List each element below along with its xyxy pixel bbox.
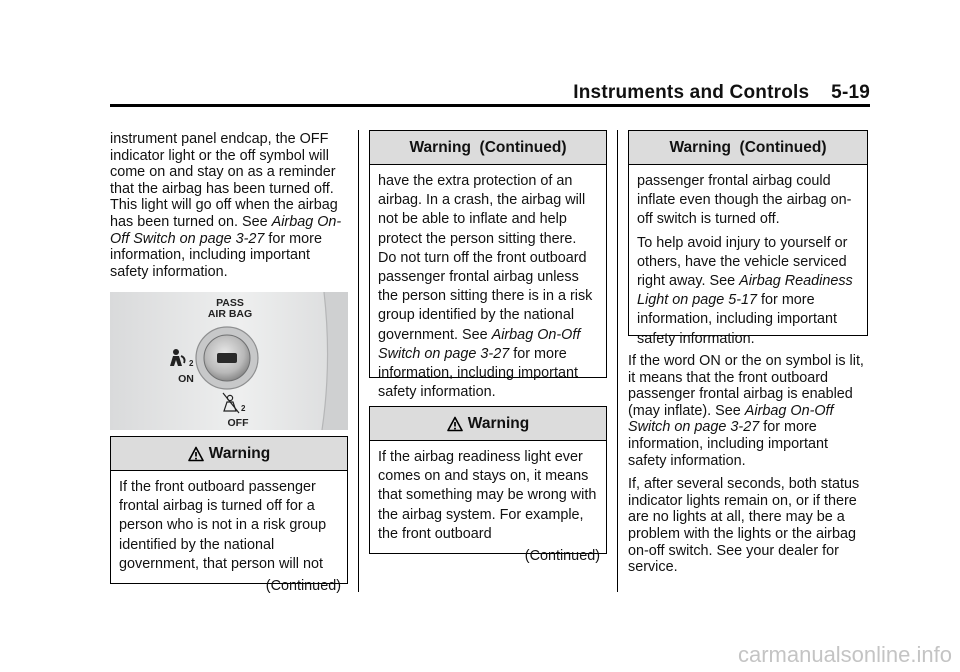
column-divider-2 (617, 130, 618, 592)
warning-box-1 (110, 436, 348, 595)
warning-continued-header (370, 131, 606, 165)
warning-text: If the front outboard passenger frontal airbag is turned off for a person who is not in a risk group identified by the national government, that person will not (119, 479, 327, 572)
warning-title: Warning (467, 414, 530, 432)
page-title: Instruments and Controls 5-19 (573, 82, 870, 103)
airbag-switch-drawing (110, 292, 348, 430)
header-rule (110, 104, 870, 107)
switch-label-off: OFF (227, 417, 249, 429)
body-paragraphs (628, 353, 868, 583)
paragraph: If, after several seconds, both status indicator lights remain on, or if there are no lights at all, there may be a problem with the lights or the airbag on-off switch. See your dealer for service. (628, 476, 860, 576)
cross-reference-link[interactable]: Airbag On-Off Switch on page 3-27 (378, 326, 581, 362)
continued-label: (Continued) (524, 548, 600, 565)
warning-header (111, 437, 347, 471)
cross-reference-link[interactable]: Airbag On-Off Switch on page 3-27 (110, 213, 342, 247)
warning-continued-box (369, 130, 607, 401)
switch-label-top-1: PASS (216, 297, 244, 309)
warning-continued-title: Warning (Continued) (409, 138, 567, 156)
watermark: carmanualsonline.info (737, 642, 952, 667)
column-divider-1 (358, 130, 359, 592)
warning-text: If the airbag readiness light ever comes on and stays on, it means that something may be wrong with the airbag system. For example, the front outboard (378, 449, 597, 542)
warning-triangle-icon (447, 416, 463, 432)
warning-continued-text: passenger frontal airbag could inflate even though the airbag on-off switch is turned off. To help avoid injury to yourself or others, have the vehicle serviced right away. See Airbag Readiness Light on page 5-17 for more information, including important safety information. (637, 173, 853, 347)
continued-label: (Continued) (265, 578, 341, 595)
page-header (110, 76, 870, 106)
warning-triangle-icon (188, 446, 204, 462)
warning-continued-text: have the extra protection of an airbag. In a crash, the airbag will not be able to inflate and help protect the person sitting there. Do not turn off the front outboard passenger frontal airbag unless the person sitting there is in a risk group identified by the national government. See Airbag On-Off Switch on page 3-27 for more information, including important safety information. (378, 173, 593, 401)
warning-continued-header (629, 131, 867, 165)
switch-label-on: ON (178, 373, 194, 385)
warning-title: Warning (208, 444, 271, 462)
key-slot (217, 353, 237, 363)
warning-continued-box (628, 130, 868, 347)
warning-box-2 (369, 406, 607, 565)
icon-subscript-off: 2 (241, 404, 246, 413)
airbag-switch-illustration (110, 292, 348, 430)
switch-label-top-2: AIR BAG (207, 308, 253, 320)
paragraph: If the word ON or the on symbol is lit, it means that the front outboard passenger frontal airbag is enabled (may inflate). See Airbag On-Off Switch on page 3-27 for more information, including important safety information. (628, 353, 864, 469)
warning-header (370, 407, 606, 441)
warning-continued-title: Warning (Continued) (669, 138, 827, 156)
cross-reference-link[interactable]: Airbag On-Off Switch on page 3-27 (628, 402, 834, 436)
icon-subscript-on: 2 (189, 359, 194, 368)
page-number: 5-19 (831, 82, 870, 103)
cross-reference-link[interactable]: Airbag Readiness Light on page 5-17 (637, 273, 853, 309)
intro-paragraph: instrument panel endcap, the OFF indicator light or the off symbol will come on and stay on as a reminder that the airbag has been turned off. This light will go off when the airbag has been turned on. See Airbag On-Off Switch on page 3-27 for more information, including important safety information. (110, 131, 342, 280)
